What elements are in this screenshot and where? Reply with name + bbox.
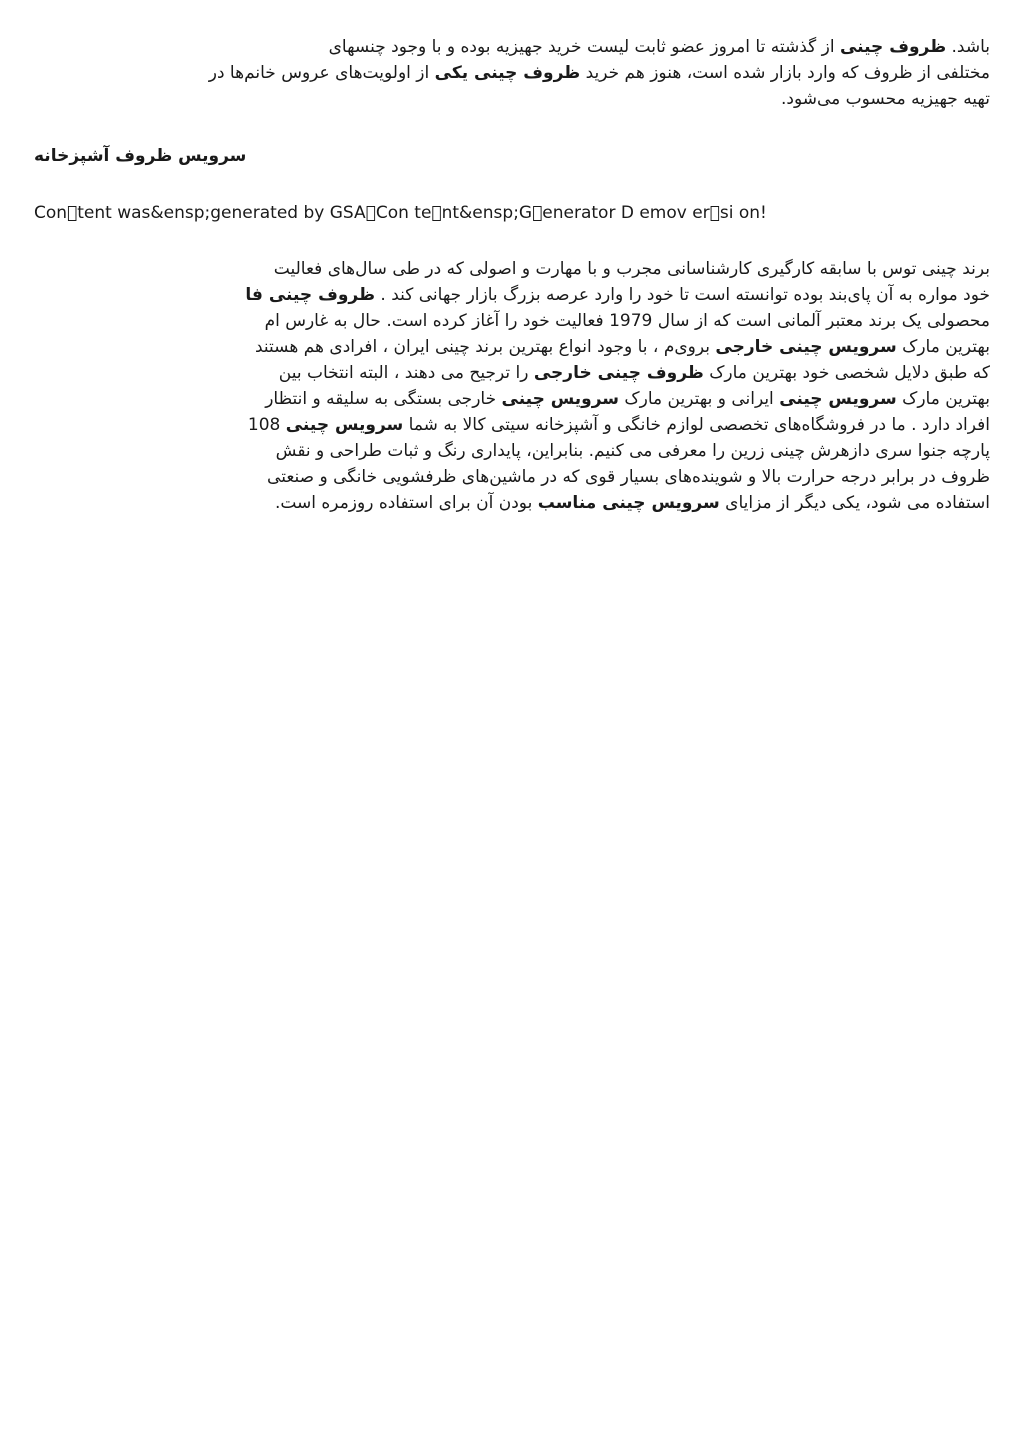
bold-keyword: سرویس چینی مناسب (537, 493, 720, 513)
body-paragraph (34, 256, 990, 516)
bold-keyword: ظروف چینی یکی (434, 63, 581, 83)
text-run: پارچه جنوا سری دازهرش چینی زرین را معرفی می کنیم. بنابراین، پایداری رنگ و ثبات طراحی و نقش (275, 441, 990, 461)
body-line-6 (34, 386, 990, 412)
body-line-8 (34, 438, 990, 464)
body-line-1 (34, 256, 990, 282)
generator-watermark-text: Con tent was&ensp;generated by GSA Con te nt&ensp;G enerator D emov er si on! (34, 203, 767, 223)
text-run: بودن آن برای استفاده روزمره است. (274, 493, 538, 513)
bold-keyword: سرویس چینی (779, 389, 897, 409)
section-heading: سرویس ظروف آشپزخانه (34, 146, 247, 166)
body-line-3 (34, 308, 990, 334)
text-run: از اولویت‌های عروس خانم‌ها در (208, 63, 435, 83)
body-line-7 (34, 412, 990, 438)
intro-line-3 (34, 86, 990, 112)
bold-keyword: ظروف چینی (839, 37, 947, 57)
bold-keyword: ظروف چینی فا (245, 285, 375, 305)
text-run: استفاده می شود، یکی دیگر از مزایای (719, 493, 990, 513)
text-run: باشد. (946, 37, 990, 57)
text-run: برند چینی توس با سابقه کارگیری کارشناسانی مجرب و با مهارت و اصولی که در طی سال‌های فعالیت (273, 259, 990, 279)
intro-line-2 (34, 60, 990, 86)
text-run: خارجی بستگی به سلیقه و انتظار (265, 389, 502, 409)
intro-line-1 (34, 34, 990, 60)
text-run: ظروف در برابر درجه حرارت بالا و شوینده‌های بسیار قوی که در ماشین‌های ظرفشویی خانگی و صنعتی (267, 467, 990, 487)
text-run: خود مواره به آن پای‌بند بوده توانسته است تا خود را وارد عرصه بزرگ بازار جهانی کند . (375, 285, 990, 305)
text-run: بهترین مارک (896, 389, 990, 409)
body-line-9 (34, 464, 990, 490)
bold-keyword: سرویس چینی خارجی (715, 337, 897, 357)
text-run: از گذشته تا امروز عضو ثابت لیست خرید جهیزیه بوده و با وجود چنسهای (328, 37, 840, 57)
body-line-5 (34, 360, 990, 386)
text-run: بهترین مارک (896, 337, 990, 357)
intro-paragraph (34, 34, 990, 112)
text-run: افراد دارد . ما در فروشگاه‌های تخصصی لوازم خانگی و آشپزخانه سیتی کالا به شما (403, 415, 990, 435)
text-run: مختلفی از ظروف که وارد بازار شده است، هنوز هم خرید (580, 63, 990, 83)
text-run: که طبق دلایل شخصی خود بهترین مارک (703, 363, 990, 383)
body-line-2 (34, 282, 990, 308)
text-run: تهیه جهیزیه محسوب می‌شود. (780, 89, 990, 109)
body-line-4 (34, 334, 990, 360)
bold-keyword: ظروف چینی خارجی (533, 363, 704, 383)
text-run: محصولی یک برند معتبر آلمانی است که از سال 1979 فعالیت خود را آغاز کرده است. حال به غارس ام (264, 311, 990, 331)
bold-keyword: سرویس چینی (501, 389, 620, 409)
body-line-10 (34, 490, 990, 516)
text-run: بروی‌م ، با وجود انواع بهترین برند چینی ایران ، افرادی هم هستند (255, 337, 716, 357)
text-run: را ترجیح می دهند ، البته انتخاب بین (278, 363, 534, 383)
text-run: 108 (247, 415, 286, 435)
bold-keyword: سرویس چینی (285, 415, 404, 435)
text-run: ایرانی و بهترین مارک (619, 389, 780, 409)
